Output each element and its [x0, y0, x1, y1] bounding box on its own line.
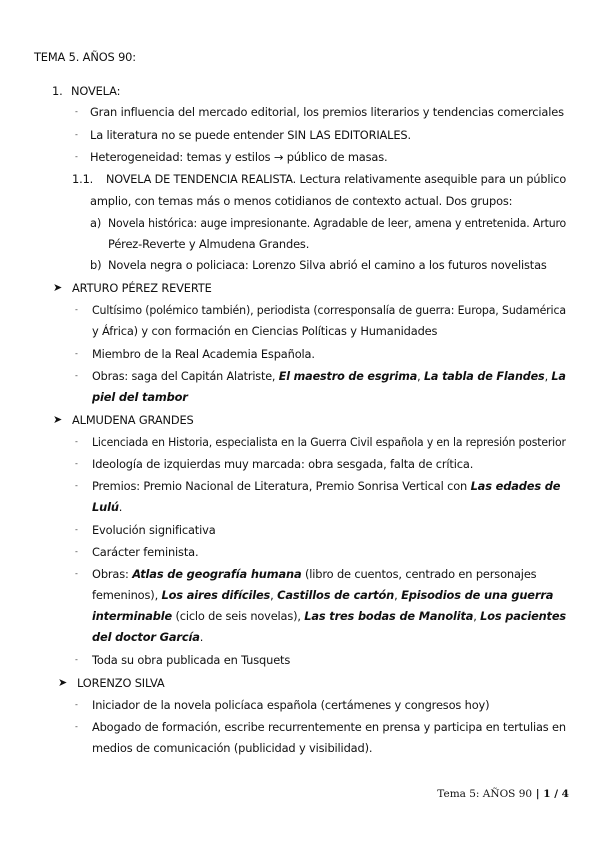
list-label-a: a): [90, 216, 102, 230]
bullet-dash: -: [75, 349, 78, 358]
heading-arturo: ARTURO PÉREZ REVERTE: [72, 281, 212, 295]
work-title: Las tres bodas de Manolita: [304, 609, 474, 623]
heading-almudena: ALMUDENA GRANDES: [72, 413, 194, 427]
bullet-dash: -: [75, 152, 78, 161]
almudena-bullet-2: Ideología de izquierdas muy marcada: obra sesgada, falta de crítica.: [92, 457, 474, 471]
work-title: Lulú: [92, 500, 119, 514]
arturo-bullet-2: Miembro de la Real Academia Española.: [92, 347, 315, 361]
bullet-dash: -: [75, 700, 78, 709]
work-title: Castillos de cartón: [277, 588, 395, 602]
almudena-bullet-5: Carácter feminista.: [92, 545, 199, 559]
section-heading-novela: NOVELA:: [71, 84, 121, 98]
work-title: Episodios de una guerra: [401, 588, 554, 602]
novela-bullet-2: La literatura no se puede entender SIN LAS EDITORIALES.: [90, 128, 411, 142]
almudena-awards-line-2: Lulú.: [92, 500, 123, 514]
almudena-bullet-7: Toda su obra publicada en Tusquets: [92, 653, 291, 667]
work-title: La tabla de Flandes: [423, 369, 545, 383]
almudena-works-line-2: femeninos), Los aires difíciles, Castillos de cartón, Episodios de una guerra: [92, 588, 554, 602]
arrow-bullet-icon: ➤: [58, 676, 68, 689]
footer-separator: |: [532, 788, 544, 800]
work-title: del doctor García: [92, 630, 200, 644]
work-title: Atlas de geografía humana: [132, 567, 302, 581]
lorenzo-bullet-2-line-1: Abogado de formación, escribe recurrentemente en prensa y participa en tertulias en: [92, 720, 566, 734]
bullet-dash: -: [75, 107, 78, 116]
lorenzo-bullet-2-line-2: medios de comunicación (publicidad y visibilidad).: [92, 741, 373, 755]
almudena-awards-line-1: Premios: Premio Nacional de Literatura, Premio Sonrisa Vertical con Las edades de: [92, 479, 561, 493]
bullet-dash: -: [75, 305, 78, 314]
heading-lorenzo: LORENZO SILVA: [77, 676, 165, 690]
arrow-bullet-icon: ➤: [53, 281, 63, 294]
lorenzo-bullet-1: Iniciador de la novela policíaca española (certámenes y congresos hoy): [92, 698, 490, 712]
novela-bullet-1: Gran influencia del mercado editorial, los premios literarios y tendencias comerciales: [90, 105, 564, 119]
subsection-number: 1.1.: [72, 172, 94, 186]
bullet-dash: -: [75, 722, 78, 731]
footer-page-number: 1 / 4: [543, 788, 569, 800]
work-title: El maestro de esgrima: [278, 369, 418, 383]
arrow-bullet-icon: ➤: [53, 413, 63, 426]
work-title: Las edades de: [470, 479, 561, 493]
document-title: TEMA 5. AÑOS 90:: [34, 50, 136, 64]
arturo-works-line-1: Obras: saga del Capitán Alatriste, El maestro de esgrima, La tabla de Flandes, La: [92, 369, 566, 383]
arturo-bullet-1-line-2: y África) y con formación en Ciencias Políticas y Humanidades: [92, 324, 438, 338]
footer-title: Tema 5: AÑOS 90: [437, 788, 533, 800]
bullet-dash: -: [75, 437, 78, 446]
work-title: Los pacientes: [480, 609, 566, 623]
subsection-line-2: amplio, con temas más o menos cotidianos de contexto actual. Dos grupos:: [90, 194, 513, 208]
page-footer: [437, 787, 569, 801]
list-label-b: b): [90, 258, 102, 272]
almudena-bullet-4: Evolución significativa: [92, 523, 216, 537]
almudena-works-line-3: interminable (ciclo de seis novelas), Las tres bodas de Manolita, Los pacientes: [92, 609, 566, 623]
bullet-dash: -: [75, 130, 78, 139]
bullet-dash: -: [75, 655, 78, 664]
arturo-bullet-1-line-1: Cultísimo (polémico también), periodista (corresponsalía de guerra: Europa, Sudamérica: [92, 303, 566, 317]
work-title: interminable: [92, 609, 173, 623]
arturo-works-line-2: [92, 390, 188, 404]
almudena-works-line-4: del doctor García.: [92, 630, 204, 644]
subsection-line-1: NOVELA DE TENDENCIA REALISTA. Lectura relativamente asequible para un público: [106, 172, 567, 186]
work-title: La: [551, 369, 566, 383]
work-title: Los aires difíciles: [161, 588, 271, 602]
work-title: piel del tambor: [92, 390, 188, 404]
crime-novel-line: Novela negra o policiaca: Lorenzo Silva abrió el camino a los futuros novelistas: [108, 258, 547, 272]
almudena-works-line-1: Obras: Atlas de geografía humana (libro de cuentos, centrado en personajes: [92, 567, 537, 581]
bullet-dash: -: [75, 547, 78, 556]
bullet-dash: -: [75, 525, 78, 534]
bullet-dash: -: [75, 481, 78, 490]
bullet-dash: -: [75, 371, 78, 380]
section-number: 1.: [52, 84, 63, 98]
almudena-bullet-1: Licenciada en Historia, especialista en la Guerra Civil española y en la represión posterior: [92, 435, 566, 449]
novela-bullet-3: Heterogeneidad: temas y estilos → público de masas.: [90, 150, 388, 164]
bullet-dash: -: [75, 459, 78, 468]
historical-novel-line-1: Novela histórica: auge impresionante. Agradable de leer, amena y entretenida. Arturo: [108, 216, 567, 230]
bullet-dash: -: [75, 569, 78, 578]
historical-novel-line-2: Pérez-Reverte y Almudena Grandes.: [108, 237, 310, 251]
